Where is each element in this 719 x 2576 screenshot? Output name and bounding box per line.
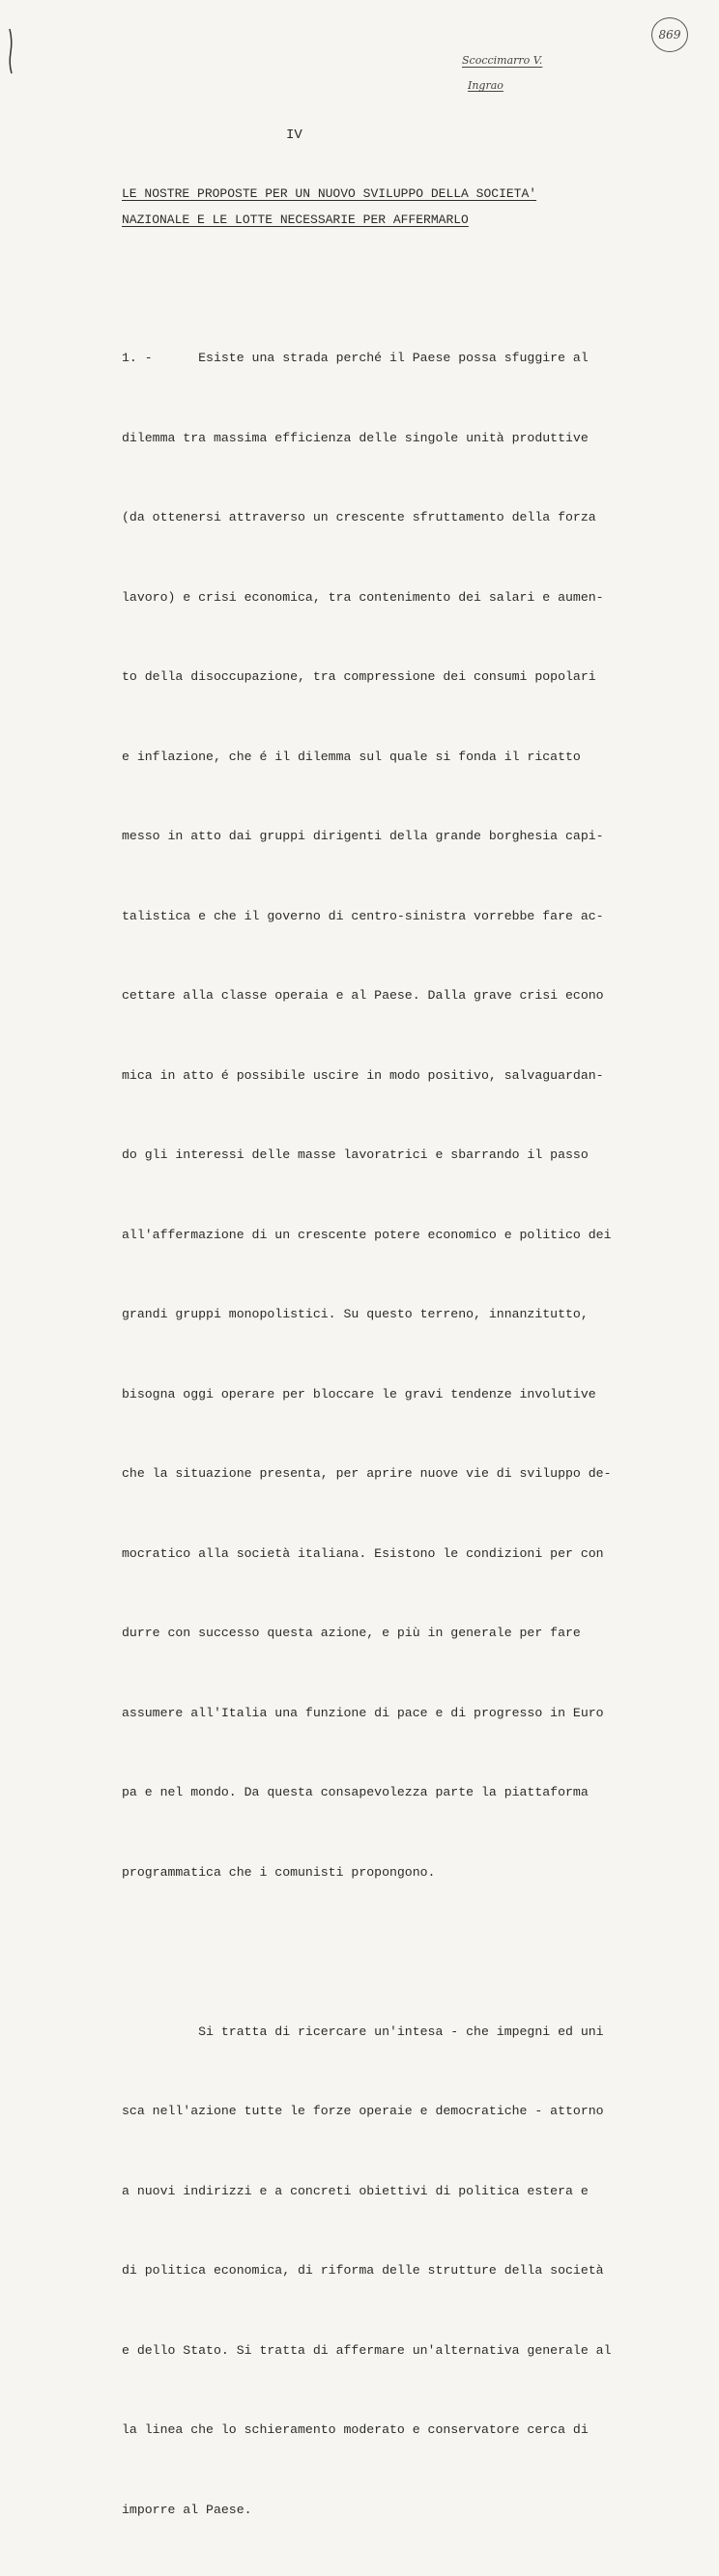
chapter-numeral: IV: [286, 127, 302, 143]
body-line: (da ottenersi attraverso un crescente sfruttamento della forza: [122, 510, 596, 524]
body-line: lavoro) e crisi economica, tra contenimento dei salari e aumen-: [122, 589, 604, 605]
body-line: do gli interessi delle masse lavoratrici e sbarrando il passo: [122, 1147, 589, 1162]
body-line: a nuovi indirizzi e a concreti obiettivi di politica estera e: [122, 2183, 589, 2198]
body-line: bisogna oggi operare per bloccare le gravi tendenze involutive: [122, 1386, 596, 1401]
title-line-2: NAZIONALE E LE LOTTE NECESSARIE PER AFFERMARLO: [122, 212, 469, 227]
body-line: pa e nel mondo. Da questa consapevolezza parte la piattaforma: [122, 1785, 589, 1799]
body-text: [122, 292, 682, 2576]
body-line: all'affermazione di un crescente potere economico e politico dei: [122, 1227, 612, 1242]
handwritten-note-name: Ingrao: [468, 79, 503, 92]
body-line: grandi gruppi monopolistici. Su questo terreno, innanzitutto,: [122, 1307, 589, 1321]
margin-mark: [8, 27, 14, 75]
body-line: che la situazione presenta, per aprire nuove vie di sviluppo de-: [122, 1466, 612, 1481]
stamp-number: 869: [658, 28, 681, 42]
body-line: e dello Stato. Si tratta di affermare un'alternativa generale al: [122, 2342, 612, 2358]
body-line: sca nell'azione tutte le forze operaie e democratiche - attorno: [122, 2104, 604, 2118]
body-line: dilemma tra massima efficienza delle singole unità produttive: [122, 430, 589, 445]
body-line: [122, 1939, 682, 1966]
body-line: to della disoccupazione, tra compressione dei consumi popolari: [122, 669, 596, 684]
body-line: di politica economica, di riforma delle strutture della società: [122, 2263, 604, 2278]
body-line: mica in atto é possibile uscire in modo positivo, salvaguardan-: [122, 1067, 604, 1083]
body-line: cettare alla classe operaia e al Paese. Dalla grave crisi econo: [122, 988, 604, 1003]
body-line: talistica e che il governo di centro-sinistra vorrebbe fare ac-: [122, 908, 604, 923]
handwritten-note-author: Scoccimarro V.: [462, 54, 543, 67]
body-line: mocratico alla società italiana. Esistono le condizioni per con: [122, 1545, 604, 1561]
archive-stamp: [651, 17, 688, 52]
body-line: e inflazione, che é il dilemma sul quale si fonda il ricatto: [122, 749, 581, 764]
body-line: messo in atto dai gruppi dirigenti della grande borghesia capi-: [122, 829, 604, 843]
body-line: 1. - Esiste una strada perché il Paese possa sfuggire al: [122, 351, 589, 365]
body-line: assumere all'Italia una funzione di pace e di progresso in Euro: [122, 1705, 604, 1720]
body-line: Si tratta di ricercare un'intesa - che impegni ed uni: [122, 2024, 604, 2039]
body-line: durre con successo questa azione, e più in generale per fare: [122, 1626, 581, 1640]
body-line: imporre al Paese.: [122, 2502, 252, 2517]
body-line: la linea che lo schieramento moderato e conservatore cerca di: [122, 2422, 589, 2437]
body-line: programmatica che i comunisti propongono.: [122, 1864, 436, 1880]
title-line-1: LE NOSTRE PROPOSTE PER UN NUOVO SVILUPPO DELLA SOCIETA': [122, 186, 537, 201]
